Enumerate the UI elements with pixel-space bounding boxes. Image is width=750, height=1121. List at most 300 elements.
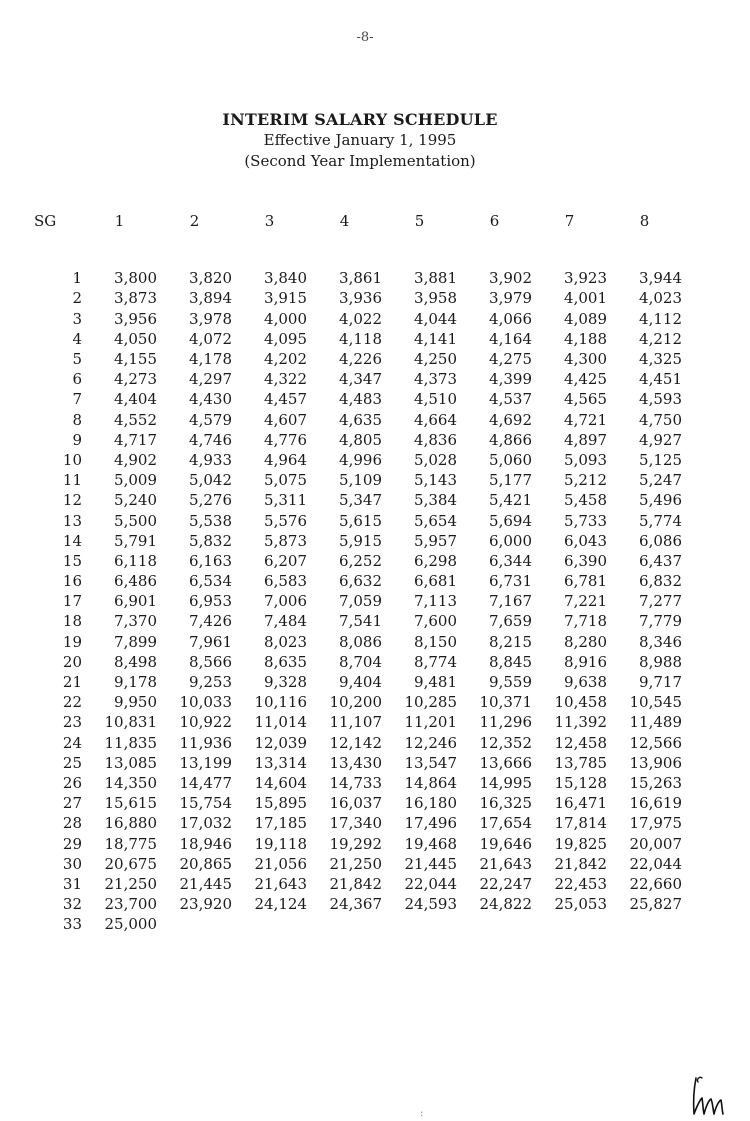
table-row bbox=[34, 571, 682, 591]
salary-value-cell: 4,188 bbox=[564, 329, 607, 348]
salary-value-cell: 21,445 bbox=[179, 874, 232, 893]
salary-grade-cell: 5 bbox=[72, 350, 82, 369]
salary-value-cell: 4,927 bbox=[639, 430, 682, 449]
salary-value-cell: 5,247 bbox=[639, 471, 682, 490]
salary-value-cell: 5,500 bbox=[114, 511, 157, 530]
salary-value-cell: 9,717 bbox=[639, 673, 682, 692]
salary-grade-cell: 15 bbox=[62, 551, 82, 570]
salary-value-cell: 4,692 bbox=[489, 410, 532, 429]
salary-value-cell: 4,933 bbox=[189, 450, 232, 469]
salary-grade-cell: 12 bbox=[62, 491, 82, 510]
salary-grade-cell: 28 bbox=[62, 814, 82, 833]
salary-value-cell: 9,328 bbox=[264, 673, 307, 692]
salary-value-cell: 25,827 bbox=[629, 895, 682, 914]
salary-value-cell: 3,902 bbox=[489, 269, 532, 288]
salary-value-cell: 10,033 bbox=[179, 693, 232, 712]
salary-value-cell: 6,781 bbox=[564, 572, 607, 591]
salary-value-cell: 4,996 bbox=[339, 450, 382, 469]
salary-value-cell: 25,053 bbox=[554, 895, 607, 914]
salary-value-cell: 4,451 bbox=[639, 370, 682, 389]
salary-value-cell: 4,000 bbox=[264, 309, 307, 328]
salary-grade-cell: 29 bbox=[62, 834, 82, 853]
salary-value-cell: 5,240 bbox=[114, 491, 157, 510]
salary-value-cell: 6,390 bbox=[564, 551, 607, 570]
salary-value-cell: 3,978 bbox=[189, 309, 232, 328]
salary-value-cell: 14,477 bbox=[179, 773, 232, 792]
salary-value-cell: 4,902 bbox=[114, 450, 157, 469]
salary-value-cell: 4,050 bbox=[114, 329, 157, 348]
table-header bbox=[34, 208, 682, 248]
salary-value-cell: 24,124 bbox=[254, 895, 307, 914]
salary-value-cell: 20,007 bbox=[629, 834, 682, 853]
effective-date: Effective January 1, 1995 bbox=[263, 131, 457, 149]
salary-value-cell: 8,023 bbox=[264, 632, 307, 651]
salary-value-cell: 21,250 bbox=[329, 854, 382, 873]
salary-value-cell: 4,721 bbox=[564, 410, 607, 429]
salary-grade-cell: 6 bbox=[72, 370, 82, 389]
salary-value-cell: 19,825 bbox=[554, 834, 607, 853]
salary-value-cell: 4,095 bbox=[264, 329, 307, 348]
salary-value-cell: 3,915 bbox=[264, 289, 307, 308]
salary-value-cell: 14,733 bbox=[329, 773, 382, 792]
salary-value-cell: 4,112 bbox=[639, 309, 682, 328]
table-row bbox=[34, 652, 682, 672]
salary-value-cell: 5,347 bbox=[339, 491, 382, 510]
salary-value-cell: 14,864 bbox=[404, 773, 457, 792]
table-row bbox=[34, 288, 682, 308]
salary-value-cell: 10,371 bbox=[479, 693, 532, 712]
salary-value-cell: 16,037 bbox=[329, 794, 382, 813]
step-header: 6 bbox=[489, 212, 500, 230]
salary-value-cell: 10,922 bbox=[179, 713, 232, 732]
salary-value-cell: 24,593 bbox=[404, 895, 457, 914]
salary-value-cell: 9,481 bbox=[414, 673, 457, 692]
salary-value-cell: 4,579 bbox=[189, 410, 232, 429]
salary-value-cell: 22,044 bbox=[629, 854, 682, 873]
salary-value-cell: 8,150 bbox=[414, 632, 457, 651]
salary-grade-cell: 30 bbox=[62, 854, 82, 873]
salary-value-cell: 8,988 bbox=[639, 652, 682, 671]
salary-value-cell: 5,042 bbox=[189, 471, 232, 490]
salary-value-cell bbox=[307, 914, 382, 934]
salary-grade-cell: 2 bbox=[72, 289, 82, 308]
table-row bbox=[34, 389, 682, 409]
table-row bbox=[34, 733, 682, 753]
salary-value-cell: 15,754 bbox=[179, 794, 232, 813]
salary-value-cell: 16,619 bbox=[629, 794, 682, 813]
salary-value-cell: 9,253 bbox=[189, 673, 232, 692]
handwritten-initials bbox=[688, 1070, 728, 1120]
salary-value-cell: 7,718 bbox=[564, 612, 607, 631]
salary-value-cell: 6,207 bbox=[264, 551, 307, 570]
table-row bbox=[34, 309, 682, 329]
step-header: 2 bbox=[189, 212, 200, 230]
salary-value-cell: 4,212 bbox=[639, 329, 682, 348]
salary-value-cell: 10,545 bbox=[629, 693, 682, 712]
salary-value-cell: 5,576 bbox=[264, 511, 307, 530]
salary-value-cell: 3,881 bbox=[414, 269, 457, 288]
salary-value-cell: 17,032 bbox=[179, 814, 232, 833]
salary-value-cell: 18,775 bbox=[104, 834, 157, 853]
salary-grade-cell: 26 bbox=[62, 773, 82, 792]
salary-grade-cell: 4 bbox=[72, 329, 82, 348]
salary-value-cell: 12,039 bbox=[254, 733, 307, 752]
table-body bbox=[34, 248, 682, 934]
salary-value-cell: 4,483 bbox=[339, 390, 382, 409]
salary-grade-cell: 7 bbox=[72, 390, 82, 409]
salary-value-cell: 7,484 bbox=[264, 612, 307, 631]
salary-value-cell: 8,498 bbox=[114, 652, 157, 671]
salary-value-cell: 5,791 bbox=[114, 531, 157, 550]
salary-value-cell: 4,178 bbox=[189, 350, 232, 369]
salary-value-cell: 9,950 bbox=[114, 693, 157, 712]
salary-value-cell: 5,733 bbox=[564, 511, 607, 530]
salary-value-cell: 23,920 bbox=[179, 895, 232, 914]
salary-value-cell: 8,086 bbox=[339, 632, 382, 651]
salary-value-cell: 4,072 bbox=[189, 329, 232, 348]
salary-value-cell: 4,118 bbox=[339, 329, 382, 348]
footer-mark: : bbox=[420, 1108, 424, 1119]
salary-value-cell: 4,607 bbox=[264, 410, 307, 429]
salary-value-cell: 4,964 bbox=[264, 450, 307, 469]
salary-value-cell: 12,246 bbox=[404, 733, 457, 752]
salary-value-cell: 21,445 bbox=[404, 854, 457, 873]
salary-value-cell: 12,142 bbox=[329, 733, 382, 752]
salary-grade-cell: 14 bbox=[62, 531, 82, 550]
salary-value-cell: 7,277 bbox=[639, 592, 682, 611]
salary-value-cell: 15,615 bbox=[104, 794, 157, 813]
salary-value-cell: 7,541 bbox=[339, 612, 382, 631]
salary-value-cell: 11,107 bbox=[329, 713, 382, 732]
salary-value-cell: 5,694 bbox=[489, 511, 532, 530]
spacer-cell bbox=[34, 248, 682, 268]
salary-value-cell: 15,263 bbox=[629, 773, 682, 792]
salary-value-cell: 5,028 bbox=[414, 450, 457, 469]
salary-grade-cell: 16 bbox=[62, 572, 82, 591]
salary-value-cell: 4,593 bbox=[639, 390, 682, 409]
table-row bbox=[34, 874, 682, 894]
salary-value-cell: 8,774 bbox=[414, 652, 457, 671]
salary-value-cell: 6,486 bbox=[114, 572, 157, 591]
salary-value-cell: 7,961 bbox=[189, 632, 232, 651]
salary-grade-cell: 3 bbox=[72, 309, 82, 328]
salary-value-cell: 21,643 bbox=[479, 854, 532, 873]
table-row bbox=[34, 692, 682, 712]
salary-value-cell: 21,643 bbox=[254, 874, 307, 893]
table-row bbox=[34, 773, 682, 793]
salary-value-cell: 3,923 bbox=[564, 269, 607, 288]
salary-value-cell: 3,861 bbox=[339, 269, 382, 288]
salary-value-cell: 7,370 bbox=[114, 612, 157, 631]
table-row bbox=[34, 490, 682, 510]
step-header: 4 bbox=[339, 212, 350, 230]
salary-grade-cell: 33 bbox=[62, 915, 82, 934]
salary-value-cell: 16,325 bbox=[479, 794, 532, 813]
salary-grade-cell: 11 bbox=[62, 471, 82, 490]
salary-value-cell: 4,635 bbox=[339, 410, 382, 429]
table-row bbox=[34, 793, 682, 813]
table-row bbox=[34, 672, 682, 692]
salary-value-cell: 15,895 bbox=[254, 794, 307, 813]
implementation-note: (Second Year Implementation) bbox=[244, 152, 476, 170]
salary-value-cell: 6,534 bbox=[189, 572, 232, 591]
table-row bbox=[34, 329, 682, 349]
salary-grade-cell: 25 bbox=[62, 753, 82, 772]
header-row bbox=[34, 208, 682, 248]
salary-value-cell: 6,086 bbox=[639, 531, 682, 550]
table-row bbox=[34, 854, 682, 874]
salary-grade-cell: 17 bbox=[62, 592, 82, 611]
salary-value-cell: 12,566 bbox=[629, 733, 682, 752]
salary-value-cell: 5,177 bbox=[489, 471, 532, 490]
salary-value-cell: 21,056 bbox=[254, 854, 307, 873]
salary-value-cell: 7,221 bbox=[564, 592, 607, 611]
salary-grade-cell: 31 bbox=[62, 874, 82, 893]
salary-value-cell: 4,750 bbox=[639, 410, 682, 429]
salary-value-cell: 17,654 bbox=[479, 814, 532, 833]
salary-value-cell: 13,314 bbox=[254, 753, 307, 772]
salary-value-cell: 5,384 bbox=[414, 491, 457, 510]
salary-value-cell: 23,700 bbox=[104, 895, 157, 914]
salary-value-cell: 11,835 bbox=[104, 733, 157, 752]
table-row bbox=[34, 894, 682, 914]
step-header: 8 bbox=[639, 212, 650, 230]
salary-value-cell: 15,128 bbox=[554, 773, 607, 792]
salary-value-cell: 3,944 bbox=[639, 269, 682, 288]
salary-value-cell: 4,510 bbox=[414, 390, 457, 409]
table-row bbox=[34, 753, 682, 773]
salary-value-cell: 3,958 bbox=[414, 289, 457, 308]
salary-value-cell: 5,109 bbox=[339, 471, 382, 490]
salary-value-cell: 4,425 bbox=[564, 370, 607, 389]
table-row bbox=[34, 833, 682, 853]
salary-value-cell bbox=[457, 914, 532, 934]
salary-value-cell: 5,774 bbox=[639, 511, 682, 530]
salary-value-cell: 20,865 bbox=[179, 854, 232, 873]
salary-value-cell: 3,979 bbox=[489, 289, 532, 308]
salary-value-cell: 11,489 bbox=[629, 713, 682, 732]
salary-value-cell: 5,125 bbox=[639, 450, 682, 469]
salary-grade-cell: 23 bbox=[62, 713, 82, 732]
table-row bbox=[34, 914, 682, 934]
salary-value-cell: 4,717 bbox=[114, 430, 157, 449]
salary-value-cell: 19,118 bbox=[254, 834, 307, 853]
salary-value-cell: 7,600 bbox=[414, 612, 457, 631]
salary-value-cell: 8,704 bbox=[339, 652, 382, 671]
salary-value-cell: 13,085 bbox=[104, 753, 157, 772]
salary-value-cell: 21,842 bbox=[329, 874, 382, 893]
salary-grade-cell: 10 bbox=[62, 450, 82, 469]
table-row bbox=[34, 813, 682, 833]
table-row bbox=[34, 268, 682, 288]
salary-value-cell: 3,936 bbox=[339, 289, 382, 308]
salary-value-cell: 4,347 bbox=[339, 370, 382, 389]
salary-grade-cell: 20 bbox=[62, 652, 82, 671]
salary-value-cell: 4,325 bbox=[639, 350, 682, 369]
salary-value-cell: 5,654 bbox=[414, 511, 457, 530]
step-header: 1 bbox=[114, 212, 125, 230]
salary-value-cell: 4,322 bbox=[264, 370, 307, 389]
salary-value-cell: 4,746 bbox=[189, 430, 232, 449]
salary-value-cell: 11,392 bbox=[554, 713, 607, 732]
salary-value-cell: 22,247 bbox=[479, 874, 532, 893]
salary-grade-cell: 1 bbox=[72, 269, 82, 288]
salary-value-cell: 13,199 bbox=[179, 753, 232, 772]
table-row bbox=[34, 611, 682, 631]
salary-value-cell: 4,399 bbox=[489, 370, 532, 389]
salary-value-cell: 12,352 bbox=[479, 733, 532, 752]
salary-value-cell: 9,404 bbox=[339, 673, 382, 692]
salary-value-cell: 5,915 bbox=[339, 531, 382, 550]
salary-value-cell: 4,044 bbox=[414, 309, 457, 328]
salary-value-cell: 6,298 bbox=[414, 551, 457, 570]
salary-grade-cell: 24 bbox=[62, 733, 82, 752]
salary-value-cell: 3,873 bbox=[114, 289, 157, 308]
table-row bbox=[34, 430, 682, 450]
salary-value-cell: 4,164 bbox=[489, 329, 532, 348]
salary-value-cell: 5,832 bbox=[189, 531, 232, 550]
salary-value-cell: 20,675 bbox=[104, 854, 157, 873]
salary-value-cell: 9,638 bbox=[564, 673, 607, 692]
salary-value-cell: 14,350 bbox=[104, 773, 157, 792]
salary-value-cell: 4,141 bbox=[414, 329, 457, 348]
salary-grade-cell: 27 bbox=[62, 794, 82, 813]
salary-value-cell: 3,894 bbox=[189, 289, 232, 308]
table-row bbox=[34, 712, 682, 732]
table-row bbox=[34, 450, 682, 470]
salary-value-cell: 3,956 bbox=[114, 309, 157, 328]
salary-value-cell: 4,404 bbox=[114, 390, 157, 409]
salary-value-cell: 5,458 bbox=[564, 491, 607, 510]
salary-value-cell: 3,820 bbox=[189, 269, 232, 288]
schedule-title: INTERIM SALARY SCHEDULE bbox=[222, 110, 498, 129]
salary-value-cell: 17,814 bbox=[554, 814, 607, 833]
salary-value-cell: 22,044 bbox=[404, 874, 457, 893]
salary-value-cell: 13,547 bbox=[404, 753, 457, 772]
salary-value-cell bbox=[607, 914, 682, 934]
salary-grade-cell: 19 bbox=[62, 632, 82, 651]
salary-value-cell: 4,866 bbox=[489, 430, 532, 449]
salary-value-cell: 5,421 bbox=[489, 491, 532, 510]
salary-value-cell: 12,458 bbox=[554, 733, 607, 752]
salary-grade-cell: 8 bbox=[72, 410, 82, 429]
salary-value-cell: 5,615 bbox=[339, 511, 382, 530]
salary-value-cell: 16,180 bbox=[404, 794, 457, 813]
table-row bbox=[34, 531, 682, 551]
step-header: 7 bbox=[564, 212, 575, 230]
salary-value-cell: 4,537 bbox=[489, 390, 532, 409]
salary-value-cell: 7,167 bbox=[489, 592, 532, 611]
salary-value-cell: 6,437 bbox=[639, 551, 682, 570]
salary-value-cell: 5,496 bbox=[639, 491, 682, 510]
salary-value-cell: 5,212 bbox=[564, 471, 607, 490]
salary-value-cell: 21,250 bbox=[104, 874, 157, 893]
salary-value-cell: 4,664 bbox=[414, 410, 457, 429]
table-row bbox=[34, 551, 682, 571]
salary-value-cell: 11,014 bbox=[254, 713, 307, 732]
salary-value-cell: 6,632 bbox=[339, 572, 382, 591]
salary-value-cell: 14,995 bbox=[479, 773, 532, 792]
salary-value-cell: 3,800 bbox=[114, 269, 157, 288]
salary-value-cell: 7,006 bbox=[264, 592, 307, 611]
table-row bbox=[34, 369, 682, 389]
salary-value-cell: 7,059 bbox=[339, 592, 382, 611]
salary-value-cell: 5,060 bbox=[489, 450, 532, 469]
salary-value-cell: 5,009 bbox=[114, 471, 157, 490]
salary-value-cell: 17,496 bbox=[404, 814, 457, 833]
spacer-row bbox=[34, 248, 682, 268]
salary-value-cell: 4,022 bbox=[339, 309, 382, 328]
step-header: 5 bbox=[414, 212, 425, 230]
salary-value-cell: 6,681 bbox=[414, 572, 457, 591]
salary-value-cell: 16,471 bbox=[554, 794, 607, 813]
salary-value-cell: 4,457 bbox=[264, 390, 307, 409]
salary-value-cell: 4,897 bbox=[564, 430, 607, 449]
salary-value-cell: 24,367 bbox=[329, 895, 382, 914]
salary-value-cell: 4,297 bbox=[189, 370, 232, 389]
salary-value-cell: 7,899 bbox=[114, 632, 157, 651]
salary-value-cell: 8,280 bbox=[564, 632, 607, 651]
salary-value-cell: 6,901 bbox=[114, 592, 157, 611]
salary-value-cell: 4,066 bbox=[489, 309, 532, 328]
salary-value-cell: 5,311 bbox=[264, 491, 307, 510]
salary-value-cell: 4,155 bbox=[114, 350, 157, 369]
salary-value-cell: 4,226 bbox=[339, 350, 382, 369]
salary-value-cell: 4,001 bbox=[564, 289, 607, 308]
salary-value-cell bbox=[532, 914, 607, 934]
salary-value-cell: 19,646 bbox=[479, 834, 532, 853]
salary-value-cell: 13,906 bbox=[629, 753, 682, 772]
salary-value-cell: 5,276 bbox=[189, 491, 232, 510]
salary-value-cell: 22,453 bbox=[554, 874, 607, 893]
page-number: -8- bbox=[356, 30, 374, 45]
salary-grade-cell: 9 bbox=[72, 430, 82, 449]
table-row bbox=[34, 510, 682, 530]
salary-value-cell: 5,143 bbox=[414, 471, 457, 490]
salary-value-cell: 10,200 bbox=[329, 693, 382, 712]
salary-value-cell: 6,583 bbox=[264, 572, 307, 591]
salary-value-cell: 17,975 bbox=[629, 814, 682, 833]
salary-value-cell: 4,202 bbox=[264, 350, 307, 369]
salary-value-cell: 8,916 bbox=[564, 652, 607, 671]
salary-value-cell: 5,538 bbox=[189, 511, 232, 530]
salary-value-cell: 24,822 bbox=[479, 895, 532, 914]
salary-value-cell: 13,785 bbox=[554, 753, 607, 772]
table-row bbox=[34, 470, 682, 490]
salary-value-cell: 4,565 bbox=[564, 390, 607, 409]
salary-value-cell: 4,776 bbox=[264, 430, 307, 449]
salary-grade-header: SG bbox=[34, 212, 57, 230]
salary-value-cell: 8,845 bbox=[489, 652, 532, 671]
salary-value-cell: 4,836 bbox=[414, 430, 457, 449]
salary-value-cell: 6,163 bbox=[189, 551, 232, 570]
salary-value-cell: 10,831 bbox=[104, 713, 157, 732]
salary-grade-cell: 22 bbox=[62, 693, 82, 712]
salary-value-cell: 4,275 bbox=[489, 350, 532, 369]
salary-value-cell: 17,340 bbox=[329, 814, 382, 833]
salary-value-cell: 4,089 bbox=[564, 309, 607, 328]
salary-value-cell: 13,666 bbox=[479, 753, 532, 772]
salary-grade-cell: 21 bbox=[62, 673, 82, 692]
table-row bbox=[34, 632, 682, 652]
salary-value-cell: 4,805 bbox=[339, 430, 382, 449]
salary-value-cell bbox=[232, 914, 307, 934]
salary-value-cell: 7,113 bbox=[414, 592, 457, 611]
salary-value-cell: 11,201 bbox=[404, 713, 457, 732]
salary-value-cell: 16,880 bbox=[104, 814, 157, 833]
salary-value-cell: 25,000 bbox=[104, 915, 157, 934]
salary-value-cell: 4,300 bbox=[564, 350, 607, 369]
